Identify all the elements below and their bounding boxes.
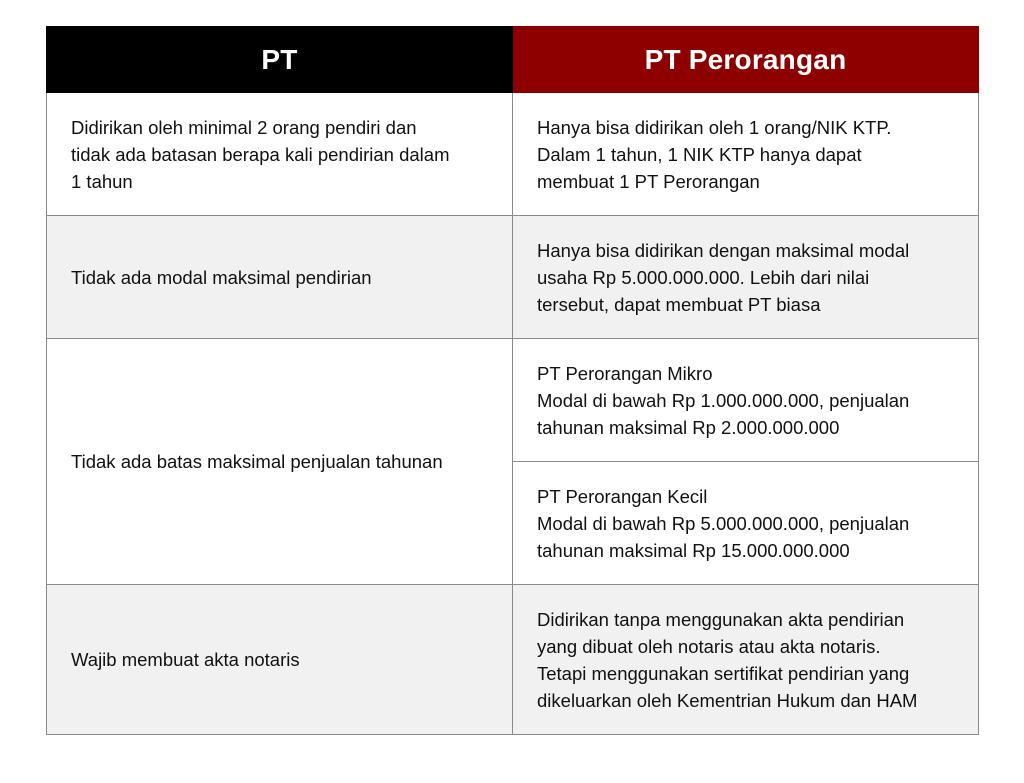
table-row bbox=[47, 339, 979, 462]
cell-pt bbox=[47, 93, 513, 216]
table-row bbox=[47, 585, 979, 735]
cell-text-line: Tetapi menggunakan sertifikat pendirian yang bbox=[537, 662, 910, 684]
cell-pt-perorangan bbox=[513, 93, 979, 216]
cell-text-line: tahunan maksimal Rp 2.000.000.000 bbox=[537, 416, 840, 438]
cell-text-line: Modal di bawah Rp 5.000.000.000, penjualan bbox=[537, 512, 910, 534]
cell-pt bbox=[47, 216, 513, 339]
cell-pt-perorangan bbox=[513, 216, 979, 339]
header-pt-perorangan: PT Perorangan bbox=[513, 27, 979, 93]
cell-text-line: Tidak ada batas maksimal penjualan tahunan bbox=[71, 451, 443, 472]
cell-pt-perorangan-mikro bbox=[513, 339, 979, 462]
cell-text-line: yang dibuat oleh notaris atau akta notaris. bbox=[537, 635, 881, 657]
cell-text-line: usaha Rp 5.000.000.000. Lebih dari nilai bbox=[537, 266, 870, 288]
cell-text-line: PT Perorangan Mikro bbox=[537, 362, 713, 384]
cell-pt bbox=[47, 339, 513, 585]
cell-text-line: Dalam 1 tahun, 1 NIK KTP hanya dapat bbox=[537, 143, 862, 165]
cell-text-line: membuat 1 PT Perorangan bbox=[537, 170, 760, 192]
comparison-table bbox=[46, 26, 979, 735]
cell-text-line: tersebut, dapat membuat PT biasa bbox=[537, 293, 821, 315]
cell-pt-perorangan bbox=[513, 585, 979, 735]
cell-text-line: PT Perorangan Kecil bbox=[537, 485, 708, 507]
cell-pt-perorangan-kecil bbox=[513, 462, 979, 585]
cell-pt bbox=[47, 585, 513, 735]
cell-text-line: Hanya bisa didirikan oleh 1 orang/NIK KTP. bbox=[537, 116, 892, 138]
header-pt: PT bbox=[47, 27, 513, 93]
header-row bbox=[47, 27, 979, 93]
cell-text-line: 1 tahun bbox=[71, 170, 133, 192]
table-row bbox=[47, 216, 979, 339]
cell-text-line: tahunan maksimal Rp 15.000.000.000 bbox=[537, 539, 850, 561]
cell-text-line: Hanya bisa didirikan dengan maksimal modal bbox=[537, 239, 910, 261]
cell-text-line: Wajib membuat akta notaris bbox=[71, 649, 300, 670]
cell-text-line: dikeluarkan oleh Kementrian Hukum dan HAM bbox=[537, 689, 918, 711]
cell-text-line: tidak ada batasan berapa kali pendirian dalam bbox=[71, 143, 450, 165]
cell-text-line: Didirikan oleh minimal 2 orang pendiri dan bbox=[71, 116, 417, 138]
table-row bbox=[47, 93, 979, 216]
cell-text-line: Didirikan tanpa menggunakan akta pendirian bbox=[537, 608, 905, 630]
cell-text-line: Modal di bawah Rp 1.000.000.000, penjualan bbox=[537, 389, 910, 411]
cell-text-line: Tidak ada modal maksimal pendirian bbox=[71, 266, 372, 288]
